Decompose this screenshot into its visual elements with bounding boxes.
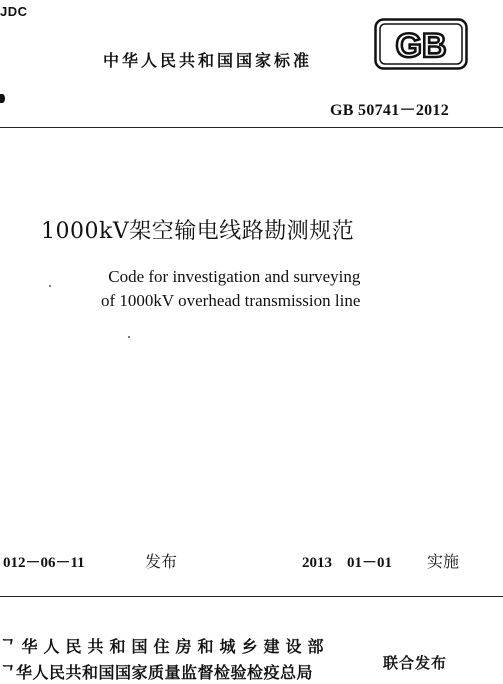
margin-mark xyxy=(0,94,5,103)
national-standard-heading: 中华人民共和国国家标准 xyxy=(103,51,313,70)
issue-date: 012－06－11 xyxy=(3,555,85,571)
gb-logo-text: GB xyxy=(395,27,447,65)
standard-code: GB 50741－2012 xyxy=(330,102,450,119)
title-english xyxy=(101,265,360,313)
title-english-line-1: Code for investigation and surveying xyxy=(108,267,361,286)
scan-speck xyxy=(49,285,51,287)
scan-speck xyxy=(128,336,130,338)
udc-label: JDC xyxy=(0,4,28,19)
header-divider xyxy=(0,127,503,128)
title-chinese: 1000kV架空输电线路勘测规范 xyxy=(41,219,355,244)
footer-divider xyxy=(0,596,503,597)
issuer-ministry: ᄀ华人民共和国住房和城乡建设部 xyxy=(0,637,330,656)
issue-label: 发布 xyxy=(145,552,178,571)
issuer-administration: ᄀ华人民共和国国家质量监督检验检疫总局 xyxy=(0,663,313,682)
implementation-label: 实施 xyxy=(427,552,460,571)
title-english-line-2: of 1000kV overhead transmission line xyxy=(101,291,361,310)
joint-issue-label: 联合发布 xyxy=(383,654,448,672)
implementation-date: 2013 01－01 xyxy=(302,555,393,571)
gb-logo-icon xyxy=(374,18,468,70)
